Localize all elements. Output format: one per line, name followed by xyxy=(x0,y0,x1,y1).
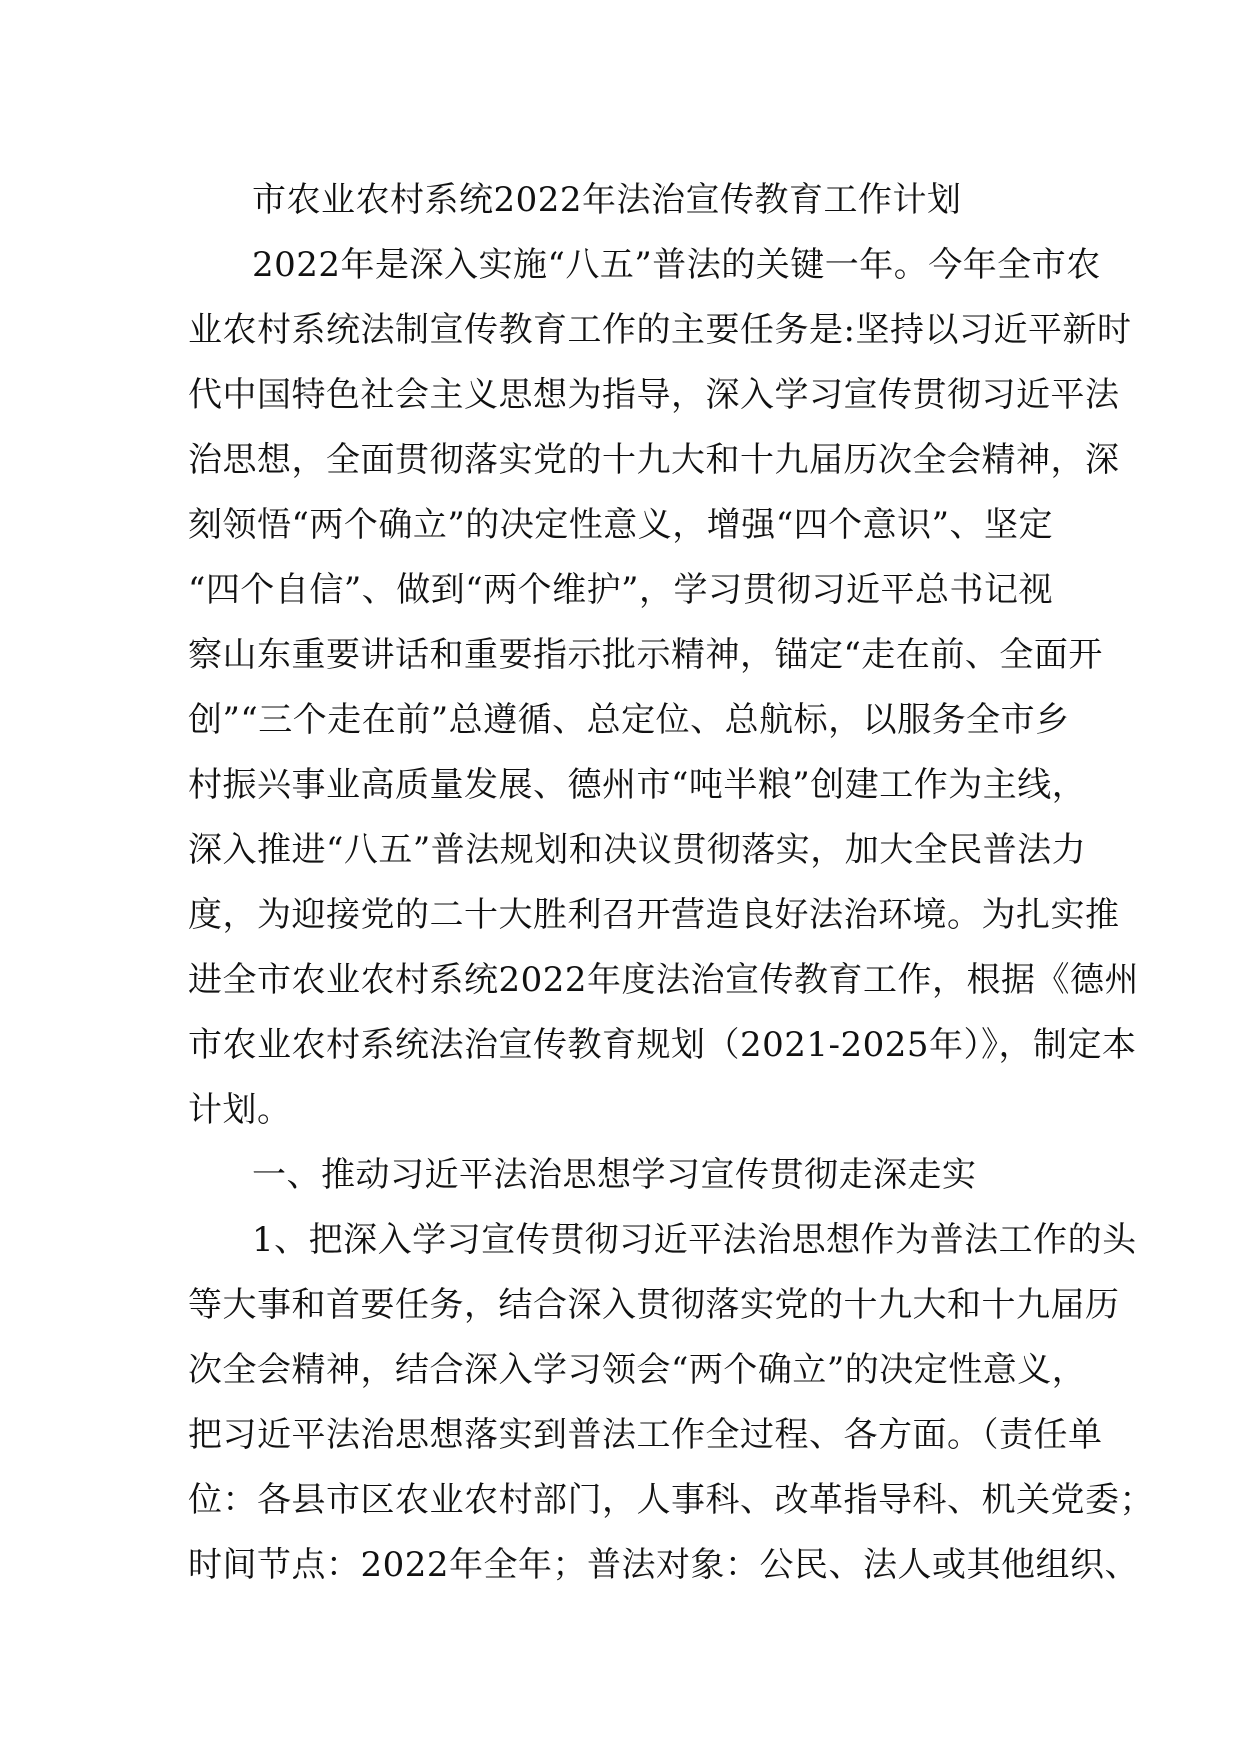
intro-line: 市农业农村系统法治宣传教育规划（2021-2025年）》，制定本 xyxy=(188,1025,1137,1065)
item-line: 等大事和首要任务，结合深入贯彻落实党的十九大和十九届历 xyxy=(188,1285,1120,1325)
intro-line: 代中国特色社会主义思想为指导，深入学习宣传贯彻习近平法 xyxy=(188,375,1120,415)
document-body xyxy=(188,168,1154,1598)
document-title: 市农业农村系统2022年法治宣传教育工作计划 xyxy=(252,180,962,220)
intro-line: 2022年是深入实施“八五”普法的关键一年。今年全市农 xyxy=(252,245,1101,285)
intro-line: 治思想，全面贯彻落实党的十九大和十九届历次全会精神，深 xyxy=(188,440,1120,480)
intro-line: 度，为迎接党的二十大胜利召开营造良好法治环境。为扎实推 xyxy=(188,895,1120,935)
intro-line: 创”“三个走在前”总遵循、总定位、总航标，以服务全市乡 xyxy=(188,700,1070,740)
item-line: 1、把深入学习宣传贯彻习近平法治思想作为普法工作的头 xyxy=(252,1220,1137,1260)
item-line: 位：各县市区农业农村部门，人事科、改革指导科、机关党委； xyxy=(188,1480,1154,1520)
intro-line: 深入推进“八五”普法规划和决议贯彻落实，加大全民普法力 xyxy=(188,830,1087,870)
intro-line: 刻领悟“两个确立”的决定性意义，增强“四个意识”、坚定 xyxy=(188,505,1054,545)
section-heading: 一、推动习近平法治思想学习宣传贯彻走深走实 xyxy=(252,1155,977,1195)
item-line: 时间节点：2022年全年；普法对象：公民、法人或其他组织、 xyxy=(188,1545,1140,1585)
intro-line: 计划。 xyxy=(188,1090,292,1130)
intro-line: 村振兴事业高质量发展、德州市“吨半粮”创建工作为主线， xyxy=(188,765,1087,805)
intro-line: 进全市农业农村系统2022年度法治宣传教育工作，根据《德州 xyxy=(188,960,1140,1000)
intro-line: 业农村系统法制宣传教育工作的主要任务是:坚持以习近平新时 xyxy=(188,310,1132,350)
item-line: 次全会精神，结合深入学习领会“两个确立”的决定性意义， xyxy=(188,1350,1087,1390)
item-line: 把习近平法治思想落实到普法工作全过程、各方面。（责任单 xyxy=(188,1415,1103,1455)
intro-line: 察山东重要讲话和重要指示批示精神，锚定“走在前、全面开 xyxy=(188,635,1103,675)
intro-line: “四个自信”、做到“两个维护”，学习贯彻习近平总书记视 xyxy=(188,570,1054,610)
